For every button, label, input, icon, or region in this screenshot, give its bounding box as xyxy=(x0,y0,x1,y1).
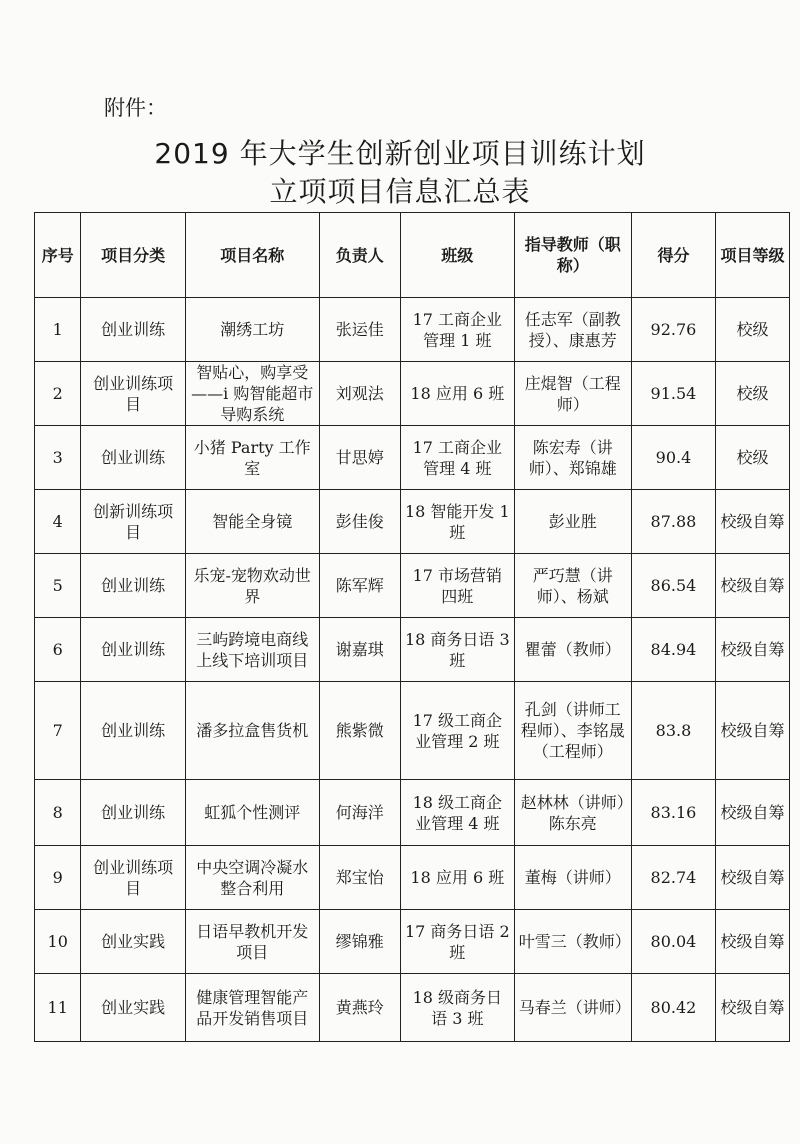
cell-name: 小猪 Party 工作室 xyxy=(185,426,319,490)
table-header-row xyxy=(35,213,790,298)
cell-leader: 黄燕玲 xyxy=(319,974,400,1042)
cell-score: 87.88 xyxy=(631,490,715,554)
cell-name: 三屿跨境电商线上线下培训项目 xyxy=(185,618,319,682)
header-category: 项目分类 xyxy=(81,213,185,298)
cell-score: 80.42 xyxy=(631,974,715,1042)
cell-tutor: 叶雪三（教师） xyxy=(514,910,631,974)
cell-level: 校级自筹 xyxy=(716,490,790,554)
cell-level: 校级 xyxy=(716,298,790,362)
cell-name: 中央空调冷凝水整合利用 xyxy=(185,846,319,910)
cell-name: 健康管理智能产品开发销售项目 xyxy=(185,974,319,1042)
page-title: 2019 年大学生创新创业项目训练计划 xyxy=(154,137,646,170)
cell-level: 校级自筹 xyxy=(716,780,790,846)
cell-score: 91.54 xyxy=(631,362,715,426)
cell-category: 创业训练 xyxy=(81,554,185,618)
cell-name: 智能全身镜 xyxy=(185,490,319,554)
cell-no: 9 xyxy=(35,846,81,910)
cell-score: 83.8 xyxy=(631,682,715,780)
cell-tutor: 董梅（讲师） xyxy=(514,846,631,910)
cell-score: 80.04 xyxy=(631,910,715,974)
cell-category: 创业实践 xyxy=(81,910,185,974)
cell-category: 创业训练项目 xyxy=(81,846,185,910)
cell-category: 创业训练 xyxy=(81,780,185,846)
cell-leader: 陈军辉 xyxy=(319,554,400,618)
cell-category: 创业训练 xyxy=(81,618,185,682)
cell-category: 创业训练项目 xyxy=(81,362,185,426)
cell-score: 84.94 xyxy=(631,618,715,682)
cell-class: 17 级工商企业管理 2 班 xyxy=(400,682,514,780)
cell-class: 18 级商务日语 3 班 xyxy=(400,974,514,1042)
cell-no: 1 xyxy=(35,298,81,362)
table-row xyxy=(35,426,790,490)
cell-no: 4 xyxy=(35,490,81,554)
cell-name: 潮绣工坊 xyxy=(185,298,319,362)
cell-tutor: 赵林林（讲师）陈东亮 xyxy=(514,780,631,846)
cell-level: 校级自筹 xyxy=(716,554,790,618)
cell-leader: 熊紫微 xyxy=(319,682,400,780)
cell-score: 86.54 xyxy=(631,554,715,618)
cell-category: 创新训练项目 xyxy=(81,490,185,554)
attachment-label: 附件： xyxy=(104,96,167,120)
cell-class: 18 智能开发 1 班 xyxy=(400,490,514,554)
table-row xyxy=(35,682,790,780)
cell-tutor: 彭业胜 xyxy=(514,490,631,554)
cell-tutor: 马春兰（讲师） xyxy=(514,974,631,1042)
cell-leader: 郑宝怡 xyxy=(319,846,400,910)
cell-tutor: 瞿蕾（教师） xyxy=(514,618,631,682)
table-row xyxy=(35,618,790,682)
cell-class: 17 商务日语 2 班 xyxy=(400,910,514,974)
cell-tutor: 庄焜智（工程师） xyxy=(514,362,631,426)
cell-class: 17 工商企业管理 1 班 xyxy=(400,298,514,362)
cell-category: 创业训练 xyxy=(81,426,185,490)
cell-tutor: 孔剑（讲师工程师）、李铭晟（工程师） xyxy=(514,682,631,780)
cell-score: 92.76 xyxy=(631,298,715,362)
cell-no: 2 xyxy=(35,362,81,426)
table-row xyxy=(35,554,790,618)
cell-leader: 刘观法 xyxy=(319,362,400,426)
cell-score: 82.74 xyxy=(631,846,715,910)
cell-no: 5 xyxy=(35,554,81,618)
table-row xyxy=(35,974,790,1042)
cell-leader: 彭佳俊 xyxy=(319,490,400,554)
header-no: 序号 xyxy=(35,213,81,298)
table-row xyxy=(35,490,790,554)
cell-no: 8 xyxy=(35,780,81,846)
cell-no: 7 xyxy=(35,682,81,780)
cell-leader: 谢嘉琪 xyxy=(319,618,400,682)
cell-no: 10 xyxy=(35,910,81,974)
cell-no: 6 xyxy=(35,618,81,682)
cell-score: 83.16 xyxy=(631,780,715,846)
table-row xyxy=(35,780,790,846)
cell-no: 3 xyxy=(35,426,81,490)
cell-score: 90.4 xyxy=(631,426,715,490)
header-tutor: 指导教师（职称） xyxy=(514,213,631,298)
cell-category: 创业训练 xyxy=(81,682,185,780)
cell-name: 智贴心，购享受——i 购智能超市导购系统 xyxy=(185,362,319,426)
cell-tutor: 任志军（副教授）、康惠芳 xyxy=(514,298,631,362)
page-subtitle: 立项项目信息汇总表 xyxy=(269,175,531,208)
cell-leader: 甘思婷 xyxy=(319,426,400,490)
cell-class: 17 市场营销四班 xyxy=(400,554,514,618)
table-row xyxy=(35,298,790,362)
cell-leader: 缪锦雅 xyxy=(319,910,400,974)
cell-class: 18 应用 6 班 xyxy=(400,362,514,426)
table-row xyxy=(35,362,790,426)
cell-tutor: 陈宏寿（讲师）、郑锦雄 xyxy=(514,426,631,490)
cell-leader: 张运佳 xyxy=(319,298,400,362)
cell-level: 校级自筹 xyxy=(716,910,790,974)
cell-level: 校级 xyxy=(716,362,790,426)
cell-category: 创业实践 xyxy=(81,974,185,1042)
cell-name: 虹狐个性测评 xyxy=(185,780,319,846)
cell-class: 18 级工商企业管理 4 班 xyxy=(400,780,514,846)
cell-class: 18 应用 6 班 xyxy=(400,846,514,910)
table-row xyxy=(35,910,790,974)
header-class: 班级 xyxy=(400,213,514,298)
cell-no: 11 xyxy=(35,974,81,1042)
header-level: 项目等级 xyxy=(716,213,790,298)
cell-name: 乐宠-宠物欢动世界 xyxy=(185,554,319,618)
cell-class: 18 商务日语 3 班 xyxy=(400,618,514,682)
cell-level: 校级自筹 xyxy=(716,618,790,682)
cell-level: 校级自筹 xyxy=(716,846,790,910)
cell-class: 17 工商企业管理 4 班 xyxy=(400,426,514,490)
cell-tutor: 严巧慧（讲师）、杨斌 xyxy=(514,554,631,618)
table-row xyxy=(35,846,790,910)
cell-category: 创业训练 xyxy=(81,298,185,362)
header-name: 项目名称 xyxy=(185,213,319,298)
cell-level: 校级自筹 xyxy=(716,682,790,780)
cell-level: 校级自筹 xyxy=(716,974,790,1042)
header-score: 得分 xyxy=(631,213,715,298)
cell-leader: 何海洋 xyxy=(319,780,400,846)
cell-level: 校级 xyxy=(716,426,790,490)
cell-name: 潘多拉盒售货机 xyxy=(185,682,319,780)
cell-name: 日语早教机开发项目 xyxy=(185,910,319,974)
header-leader: 负责人 xyxy=(319,213,400,298)
project-summary-table xyxy=(34,212,790,1042)
